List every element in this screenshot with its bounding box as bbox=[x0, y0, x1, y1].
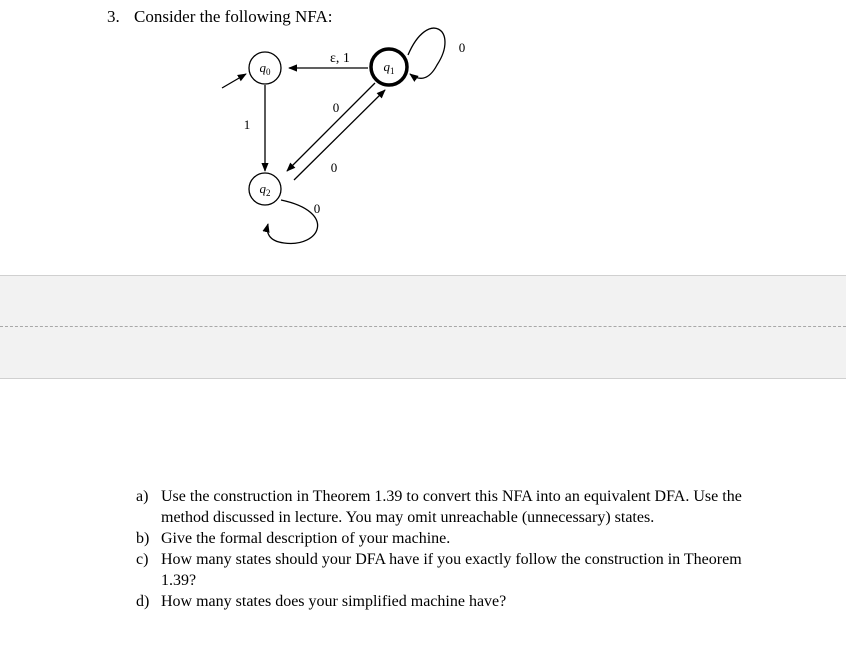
edge-label-q1-q0: ε, 1 bbox=[330, 51, 350, 66]
self-loop-q2 bbox=[267, 200, 317, 243]
edge-label-q2-q1: 0 bbox=[330, 160, 338, 175]
problem-heading-text: Consider the following NFA: bbox=[134, 7, 333, 26]
state-q2-label: q bbox=[259, 181, 266, 196]
edge-label-q1-q2: 0 bbox=[332, 100, 340, 115]
state-q1 bbox=[371, 49, 407, 85]
edge-label-q2-self: 0 bbox=[313, 201, 321, 216]
nfa-diagram bbox=[0, 0, 846, 270]
question-text: Use the construction in Theorem 1.39 to convert this NFA into an equivalent DFA. Use the method discussed in lecture. You may omit unreachable (unnecessary) states. bbox=[161, 488, 742, 526]
answer-area bbox=[0, 275, 846, 379]
question-item bbox=[136, 528, 776, 549]
start-arrow bbox=[222, 74, 246, 88]
edge-q1-q2 bbox=[287, 83, 375, 171]
self-loop-q1 bbox=[408, 28, 445, 78]
question-text: How many states does your simplified machine have? bbox=[161, 593, 507, 610]
edge-q2-q1 bbox=[294, 90, 385, 180]
page-break-divider bbox=[0, 326, 846, 327]
state-q2-subscript: 2 bbox=[266, 188, 271, 198]
question-item bbox=[136, 486, 776, 528]
state-q0-label: q bbox=[259, 60, 266, 75]
question-text: How many states should your DFA have if you exactly follow the construction in Theorem 1.39? bbox=[161, 551, 742, 589]
question-letter: c) bbox=[136, 551, 149, 568]
state-q1-subscript: 1 bbox=[390, 66, 395, 76]
question-list bbox=[136, 486, 776, 612]
problem-number: 3. bbox=[107, 7, 120, 26]
state-q1-label: q bbox=[383, 59, 390, 74]
edge-label-q0-q2: 1 bbox=[243, 117, 251, 132]
edge-label-q1-self: 0 bbox=[458, 40, 466, 55]
question-letter: d) bbox=[136, 593, 150, 610]
question-letter: b) bbox=[136, 530, 150, 547]
state-q0-subscript: 0 bbox=[266, 67, 271, 77]
question-letter: a) bbox=[136, 488, 149, 505]
question-text: Give the formal description of your machine. bbox=[161, 530, 451, 547]
question-item bbox=[136, 591, 776, 612]
state-q2 bbox=[249, 173, 281, 205]
question-item bbox=[136, 549, 776, 591]
state-q0 bbox=[249, 52, 281, 84]
